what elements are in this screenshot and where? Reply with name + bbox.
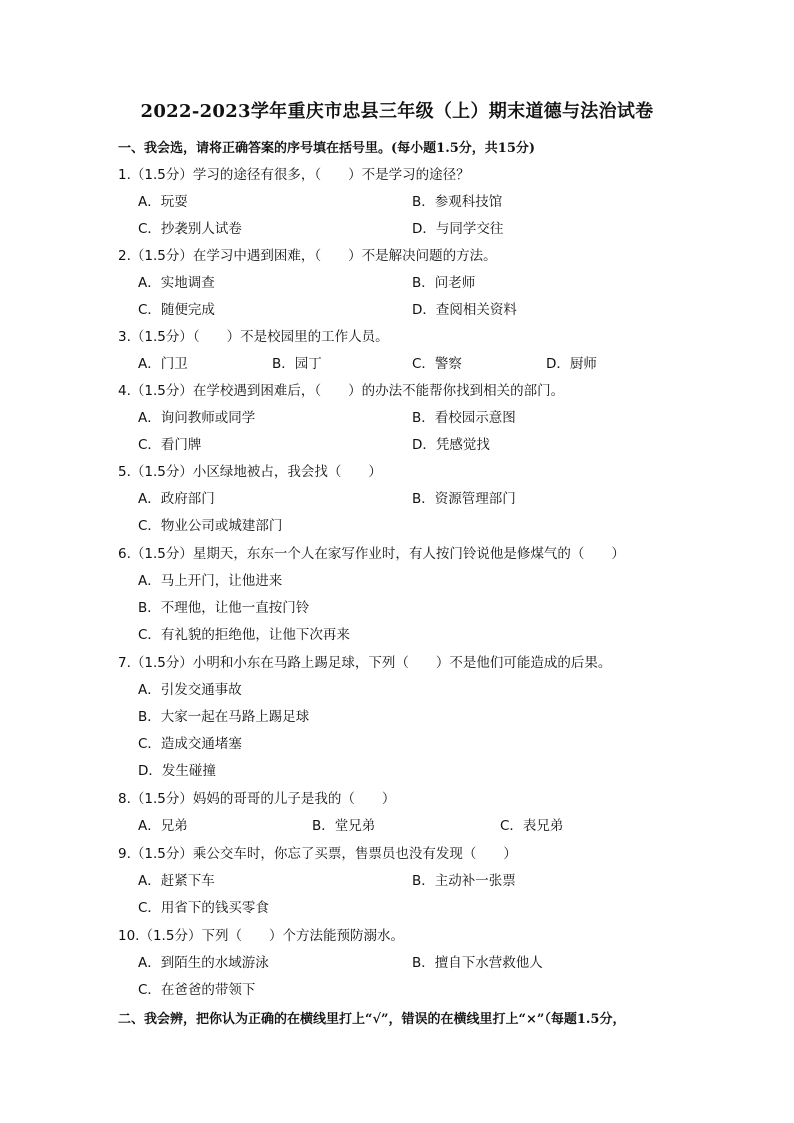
question-stem: 2.（1.5分）在学习中遇到困难，（ ）不是解决问题的方法。	[118, 248, 497, 264]
section-heading-choice: 一、我会选，请将正确答案的序号填在括号里。(每小题1.5分，共15分)	[118, 141, 536, 156]
question-option: B．大家一起在马路上踢足球	[138, 709, 310, 725]
question-option: C．用省下的钱买零食	[138, 900, 269, 916]
question-option: D．查阅相关资料	[412, 302, 517, 318]
question-option: B．参观科技馆	[412, 194, 503, 210]
question-option: A．玩耍	[138, 194, 188, 210]
question-option: B．看校园示意图	[412, 410, 516, 426]
question-option: D．凭感觉找	[412, 437, 490, 453]
question-option: A．政府部门	[138, 491, 215, 507]
question-stem: 6.（1.5分）星期天，东东一个人在家写作业时，有人按门铃说他是修煤气的（ ）	[118, 546, 625, 562]
question-stem: 8.（1.5分）妈妈的哥哥的儿子是我的（ ）	[118, 791, 396, 807]
question-option: A．赶紧下车	[138, 873, 215, 889]
question-option: D．厨师	[546, 356, 597, 372]
question-option: C．物业公司或城建部门	[138, 518, 283, 534]
question-option: D．发生碰撞	[138, 763, 216, 779]
question-option: A．到陌生的水域游泳	[138, 955, 269, 971]
question-option: A．兄弟	[138, 818, 188, 834]
question-option: B．不理他，让他一直按门铃	[138, 600, 310, 616]
question-stem: 10.（1.5分）下列（ ）个方法能预防溺水。	[118, 928, 404, 944]
question-option: A．询问教师或同学	[138, 410, 256, 426]
question-option: B．堂兄弟	[312, 818, 376, 834]
section-heading-judge: 二、我会辨，把你认为正确的在横线里打上“√”，错误的在横线里打上“×”（每题1.5分，	[118, 1012, 626, 1027]
question-option: C．造成交通堵塞	[138, 736, 242, 752]
question-option: C．随便完成	[138, 302, 215, 318]
question-stem: 1.（1.5分）学习的途径有很多，（ ）不是学习的途径？	[118, 167, 470, 183]
question-stem: 7.（1.5分）小明和小东在马路上踢足球，下列（ ）不是他们可能造成的后果。	[118, 655, 612, 671]
question-stem: 9.（1.5分）乘公交车时，你忘了买票，售票员也没有发现（ ）	[118, 846, 517, 862]
question-option: A．引发交通事故	[138, 682, 242, 698]
question-stem: 3.（1.5分）（ ）不是校园里的工作人员。	[118, 329, 389, 345]
question-option: B．园丁	[272, 356, 322, 372]
question-option: C．有礼貌的拒绝他，让他下次再来	[138, 627, 350, 643]
question-stem: 5.（1.5分）小区绿地被占，我会找（ ）	[118, 464, 382, 480]
question-option: A．实地调查	[138, 275, 215, 291]
question-option: C．抄袭别人试卷	[138, 221, 242, 237]
question-option: B．擅自下水营救他人	[412, 955, 543, 971]
question-option: B．资源管理部门	[412, 491, 516, 507]
question-option: A．马上开门，让他进来	[138, 573, 283, 589]
question-option: B．问老师	[412, 275, 476, 291]
question-option: D．与同学交往	[412, 221, 504, 237]
question-option: C．看门牌	[138, 437, 202, 453]
page-title: 2022-2023学年重庆市忠县三年级（上）期末道德与法治试卷	[140, 101, 654, 122]
question-stem: 4.（1.5分）在学校遇到困难后，（ ）的办法不能帮你找到相关的部门。	[118, 383, 565, 399]
question-option: A．门卫	[138, 356, 188, 372]
question-option: B．主动补一张票	[412, 873, 516, 889]
question-option: C．表兄弟	[500, 818, 564, 834]
question-option: C．在爸爸的带领下	[138, 982, 256, 998]
question-option: C．警察	[412, 356, 462, 372]
